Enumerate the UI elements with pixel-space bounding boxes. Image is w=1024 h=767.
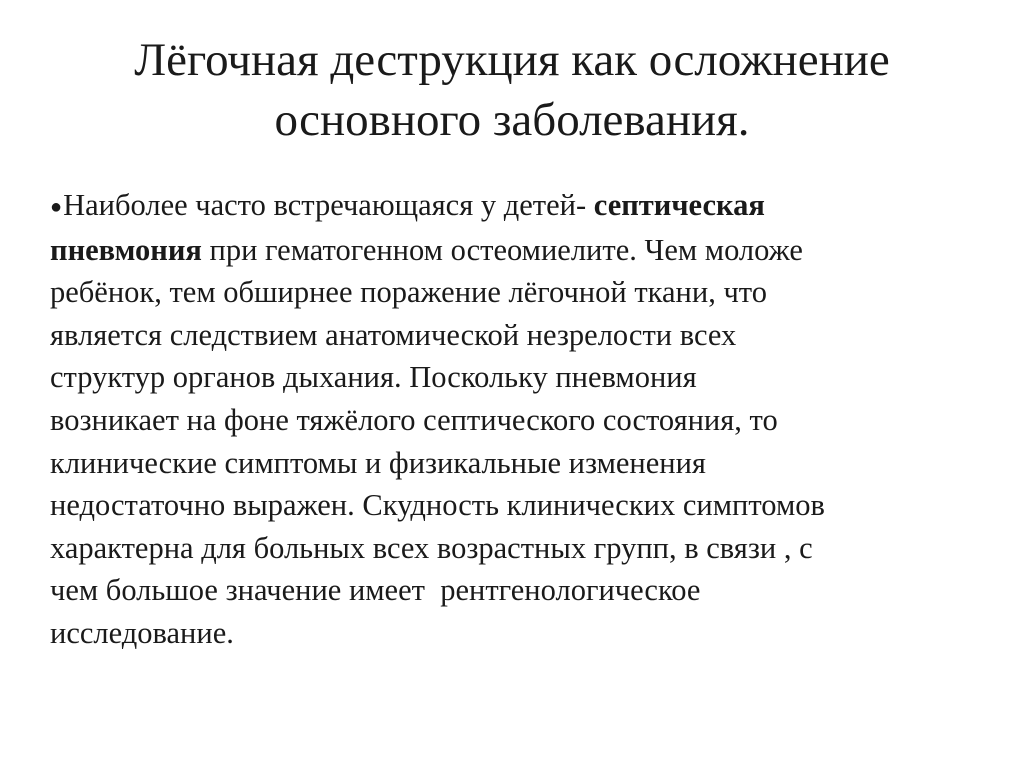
body-text-continuation: при гематогенном остеомиелите. Чем моложе <box>201 232 803 267</box>
body-line-2 <box>50 229 980 272</box>
bullet-dot: ● <box>50 196 63 218</box>
body-line-8: недостаточно выражен. Скудность клинических симптомов <box>50 488 825 523</box>
body-line-6: возникает на фоне тяжёлого септического состояния, то <box>50 402 778 437</box>
body-text-lead: Наиболее часто встречающаяся у детей- <box>63 188 594 222</box>
slide-title-line-2: основного заболевания. <box>274 94 750 146</box>
body-line-10: чем большое значение имеет рентгенологическое <box>50 573 701 608</box>
slide-title-line-1: Лёгочная деструкция как осложнение <box>134 34 890 86</box>
body-line-11: исследование. <box>50 615 234 650</box>
body-line-1 <box>50 184 980 229</box>
body-line-4: является следствием анатомической незрелости всех <box>50 317 737 352</box>
highlight-term-part-1: септическая <box>593 188 765 222</box>
body-line-5: структур органов дыхания. Поскольку пневмония <box>50 360 697 395</box>
body-line-3: ребёнок, тем обширнее поражение лёгочной ткани, что <box>50 275 767 310</box>
slide-body-text <box>50 184 980 655</box>
body-line-9: характерна для больных всех возрастных групп, в связи , с <box>50 530 813 565</box>
body-line-7: клинические симптомы и физикальные изменения <box>50 445 706 480</box>
slide-title <box>40 30 984 150</box>
highlight-term-part-2: пневмония <box>50 232 202 267</box>
